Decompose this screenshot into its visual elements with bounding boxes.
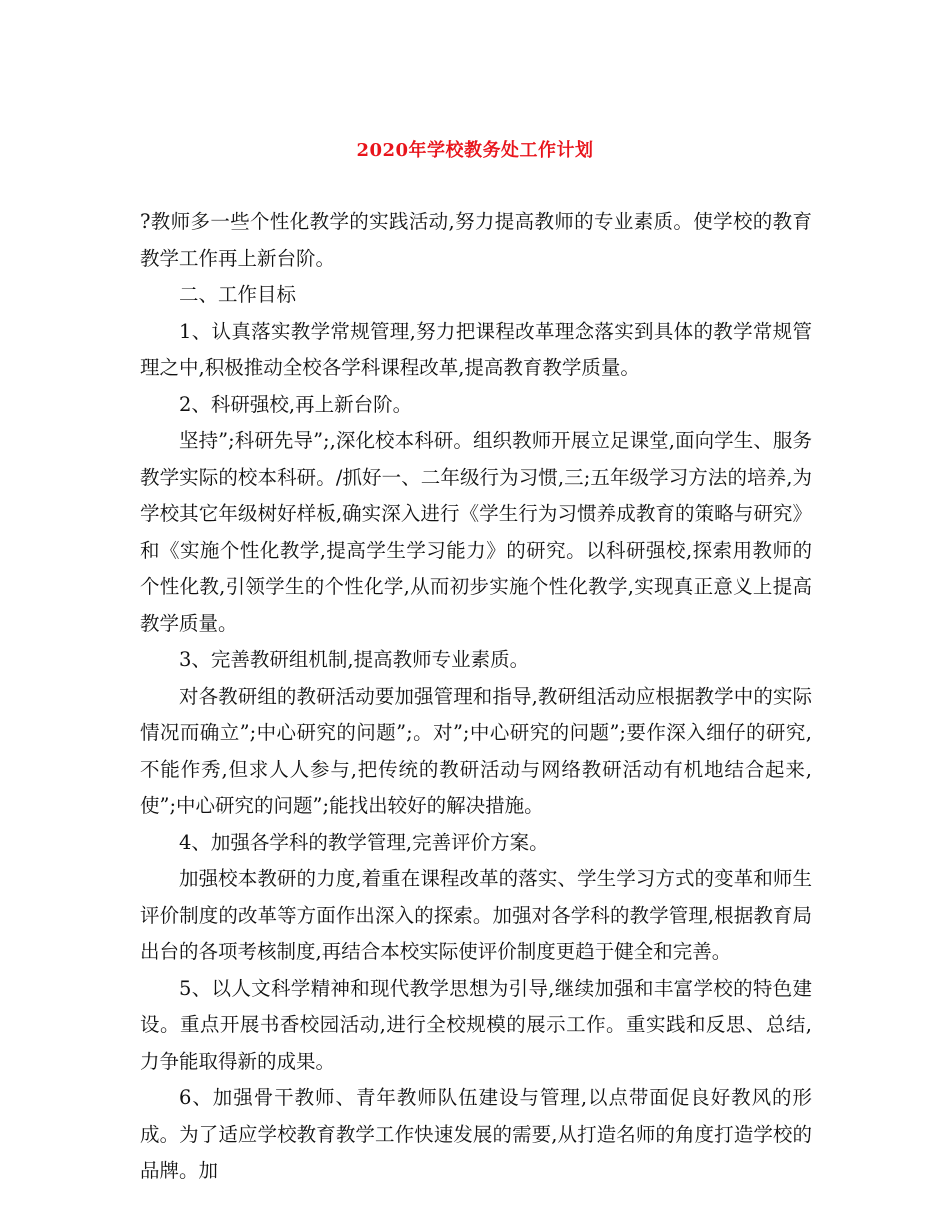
paragraph: 3、完善教研组机制,提高教师专业素质。 — [179, 648, 530, 671]
document-title: 2020年学校教务处工作计划 — [356, 140, 594, 161]
paragraph: 4、加强各学科的教学管理,完善评价方案。 — [179, 830, 549, 854]
paragraph: 6、加强骨干教师、青年教师队伍建设与管理,以点带面促良好教风的形成。为了适应学校教育教学工作快速发展的需要,从打造名师的角度打造学校的品牌。加 — [140, 1086, 812, 1182]
paragraph: 对各教研组的教研活动要加强管理和指导,教研组活动应根据教学中的实际情况而确立”;中心研究的问题”;。对”;中心研究的问题”;要作深入细仔的研究,不能作秀,但求人人参与,把传统的教研活动与网络教研活动有机地结合起来,使”;中心研究的问题”;能找出较好的解决措施。 — [140, 684, 812, 817]
paragraph: 二、工作目标 — [179, 283, 297, 306]
paragraph: 加强校本教研的力度,着重在课程改革的落实、学生学习方式的变革和师生评价制度的改革等方面作出深入的探索。加强对各学科的教学管理,根据教育局出台的各项考核制度,再结合本校实际使评价制度更趋于健全和完善。 — [140, 867, 812, 963]
document-body — [140, 204, 812, 1190]
paragraph: 2、科研强校,再上新台阶。 — [179, 392, 413, 416]
paragraph: ?教师多一些个性化教学的实践活动,努力提高教师的专业素质。使学校的教育教学工作再上新台阶。 — [140, 210, 812, 270]
paragraph: 坚持”;科研先导”;,深化校本科研。组织教师开展立足课堂,面向学生、服务教学实际的校本科研。/抓好一、二年级行为习惯,三;五年级学习方法的培养,为学校其它年级树好样板,确实深入进行《学生行为习惯养成教育的策略与研究》和《实施个性化教学,提高学生学习能力》的研究。以科研强校,探索用教师的个性化教,引领学生的个性化学,从而初步实施个性化教学,实现真正意义上提高教学质量。 — [140, 429, 812, 635]
paragraph: 5、以人文科学精神和现代教学思想为引导,继续加强和丰富学校的特色建设。重点开展书香校园活动,进行全校规模的展示工作。重实践和反思、总结,力争能取得新的成果。 — [140, 976, 812, 1073]
paragraph: 1、认真落实教学常规管理,努力把课程改革理念落实到具体的教学常规管理之中,积极推动全校各学科课程改革,提高教育教学质量。 — [140, 319, 812, 379]
